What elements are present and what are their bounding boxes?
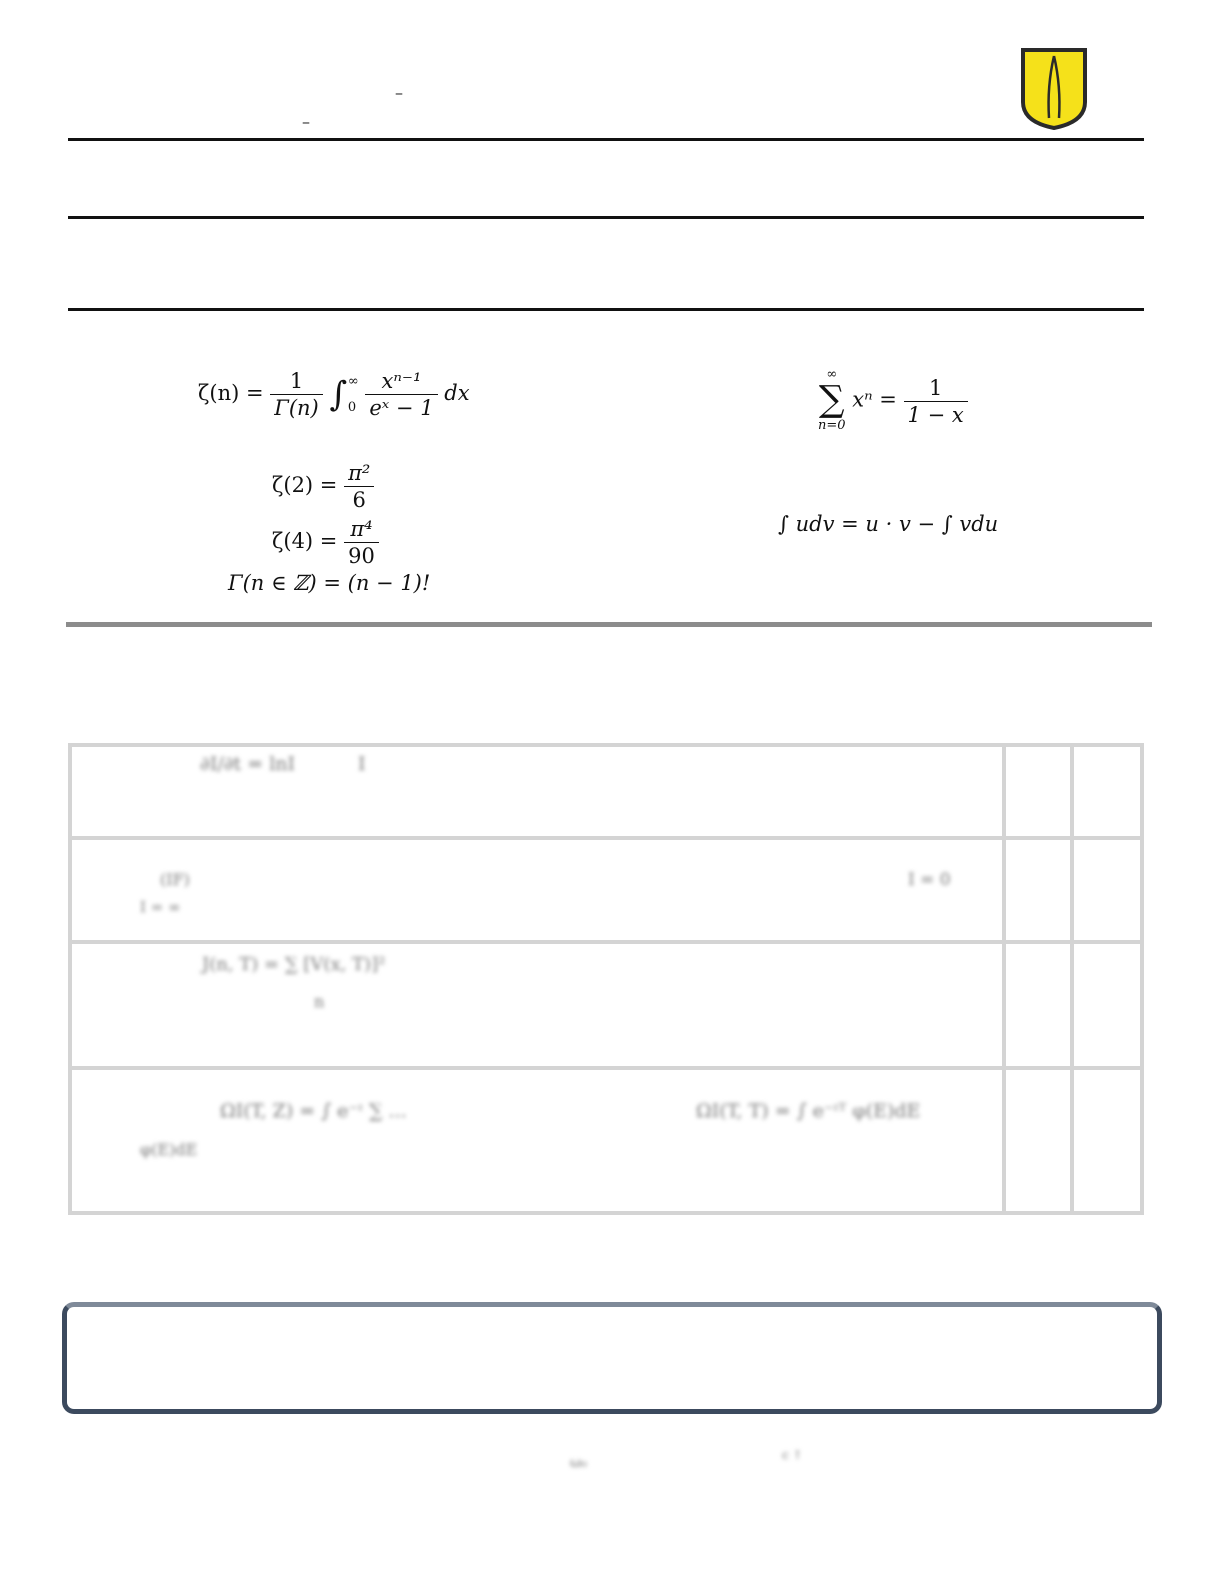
header-rule-3	[68, 308, 1144, 311]
zeta4-formula: ζ(4) = $\frac{\text{π⁴}}{90}$	[272, 516, 379, 569]
row2-bottom: I = ∞	[140, 898, 181, 916]
header-rule-2	[68, 216, 1144, 219]
score-cell	[1004, 838, 1072, 942]
zeta-int-lower: 0	[347, 399, 357, 415]
zeta4-num: π⁴	[344, 516, 379, 543]
header-rule-1	[68, 138, 1144, 141]
sum-symbol: ∑	[818, 379, 845, 420]
score-cell	[1004, 745, 1072, 838]
zeta-prefactor: $\frac{1}{\Gamma(n)}$	[270, 368, 322, 421]
zeta2-formula: ζ(2) = $\frac{\text{π²}}{6}$	[272, 460, 374, 513]
zeta-integrand: $\frac{\text{xⁿ⁻¹}}{\text{eˣ − 1}}$	[365, 368, 437, 421]
problem-cell-4	[70, 1068, 1004, 1213]
zeta2-num: π²	[344, 460, 374, 487]
row4-formula-a: ΩI(T, Z) = ∫ e⁻ᶦ ∑ ...	[220, 1100, 407, 1122]
row3-formula: J(n, T) = ∑ [V(x, T)]²	[202, 954, 386, 975]
header-dash-2: –	[302, 112, 310, 131]
row3-sub: n	[314, 992, 325, 1011]
sum-lower: n=0	[818, 418, 846, 433]
footer-right-mark: c ↑	[782, 1448, 803, 1462]
score-cell	[1072, 745, 1142, 838]
problem-cell-2	[70, 838, 1004, 942]
section-divider	[66, 622, 1152, 627]
integral-symbol: ∫	[329, 374, 348, 415]
row2-right: I = 0	[908, 870, 951, 890]
score-cell	[1004, 942, 1072, 1068]
university-logo	[1019, 46, 1089, 130]
table-row	[70, 745, 1142, 838]
footer-left-mark: ω₀	[570, 1455, 588, 1471]
row1-formula: ∂I/∂t = lnI	[200, 753, 296, 775]
answer-box[interactable]	[62, 1302, 1162, 1414]
sum-den: 1 − x	[907, 402, 964, 427]
row4-formula-b: ΩI(T, T) = ∫ e⁻ᶦᵀ φ(E)dE	[696, 1100, 921, 1122]
zeta-int-upper: ∞	[347, 373, 359, 389]
zeta-dx: dx	[444, 381, 470, 405]
row2-top: (IF)	[160, 870, 190, 889]
problems-table	[68, 743, 1144, 1215]
row4-bottom: φ(E)dE	[140, 1140, 198, 1159]
header-dash-1: –	[395, 83, 403, 102]
geometric-series-formula	[818, 368, 968, 434]
sum-term: xⁿ =	[852, 387, 897, 412]
table-row	[70, 838, 1142, 942]
zeta-lhs: ζ(n) =	[198, 381, 264, 405]
zeta-integral-formula	[198, 368, 470, 421]
zeta4-den: 90	[348, 544, 375, 568]
integration-by-parts-formula: ∫ udv = u · v − ∫ vdu	[778, 512, 999, 536]
table-row	[70, 942, 1142, 1068]
score-cell	[1072, 1068, 1142, 1213]
score-cell	[1072, 942, 1142, 1068]
row1-mark: I	[358, 753, 366, 775]
problem-cell-1	[70, 745, 1004, 838]
score-cell	[1072, 838, 1142, 942]
table-row	[70, 1068, 1142, 1213]
problem-cell-3	[70, 942, 1004, 1068]
score-cell	[1004, 1068, 1072, 1213]
sum-num: 1	[904, 375, 968, 402]
zeta2-den: 6	[352, 488, 366, 512]
sum-upper: ∞	[826, 367, 838, 382]
gamma-factorial-formula: Γ(n ∈ ℤ) = (n − 1)!	[228, 571, 431, 595]
